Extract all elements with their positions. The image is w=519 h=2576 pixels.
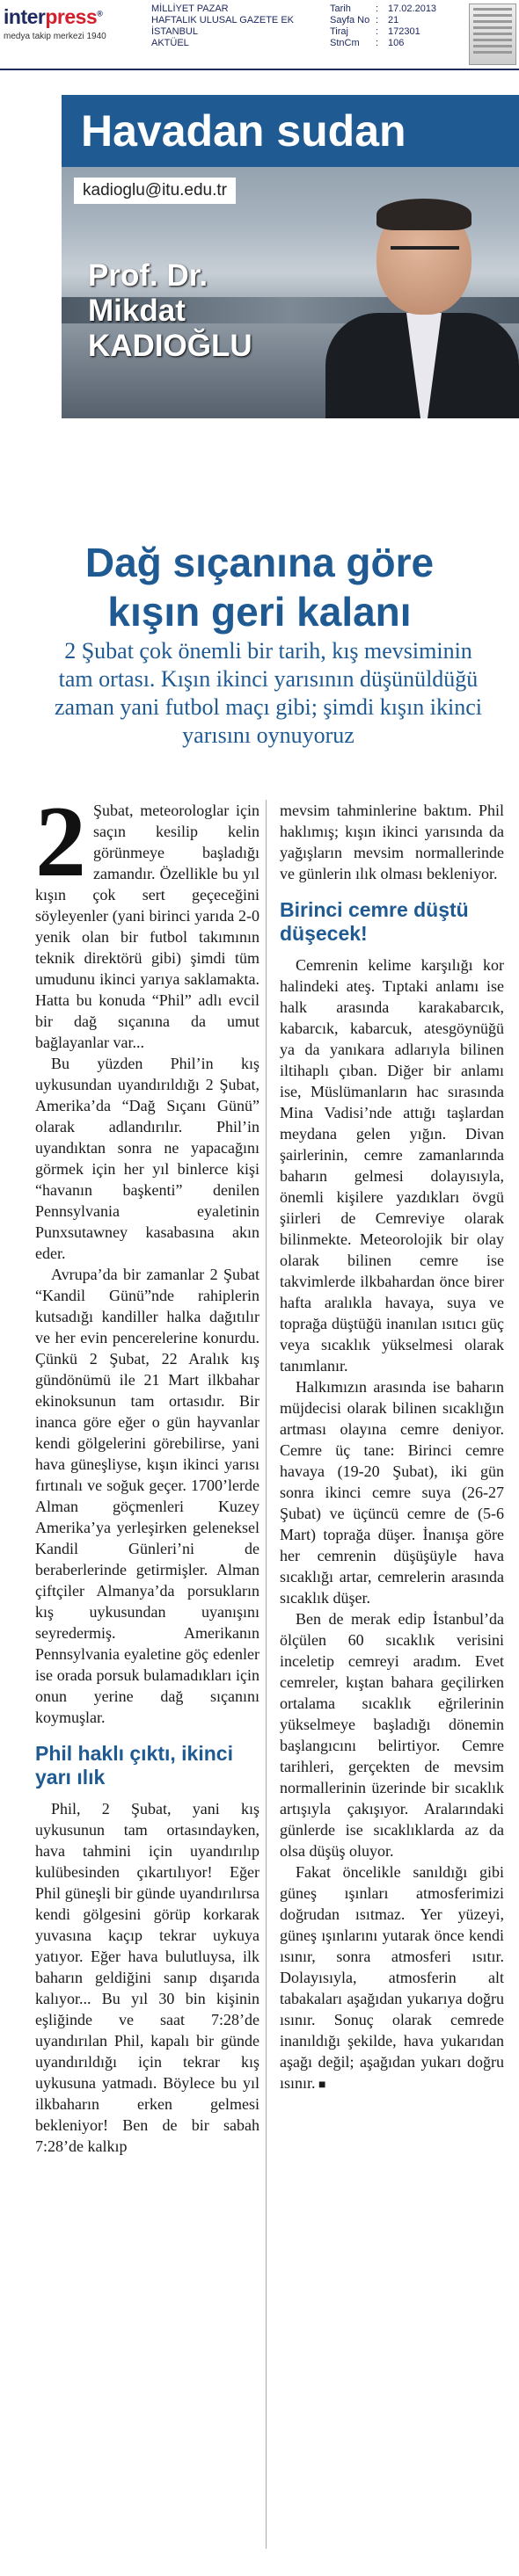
meta-value: 106 <box>388 38 405 48</box>
article-column-2 <box>280 800 504 2096</box>
paragraph: Şubat, meteorologlar için saçın kesilip kelin görünmeye başladığı zamandır. Özellikle bu yıl kışın çok sert geçeceğini söyleyenler (yani birinci yarıda 2-0 yenik olan bir futbol takımının teknik direktörü gibi) şimdi tüm umudunu ikinci yarıya saklamakta. Hatta bu konuda “Phil” adlı evcil bir dağ sıçanına da umut bağlayanlar var... <box>35 802 260 1051</box>
interpress-logo <box>4 5 102 29</box>
paragraph: Bu yüzden Phil’in kış uykusundan uyandırıldığı 2 Şubat, Amerika’da “Dağ Sıçanı Günü” olarak adlandırılır. Phil’in uyandıktan sonra ne yapacağını görmek için her yıl binlerce kişi “havanın başkenti” denilen Pennsylvania eyaletinin Punxsutawney kasabasına akın eder. <box>35 1055 260 1262</box>
author-photo <box>325 193 519 418</box>
meta-separator: : <box>376 15 379 25</box>
subheading: Birinci cemre düştü düşecek! <box>280 898 469 945</box>
article-title-line-2: kışın geri kalanı <box>107 589 412 635</box>
author-title: Prof. Dr. <box>88 258 208 293</box>
column-name: Havadan sudan <box>62 95 519 167</box>
header-rule <box>0 69 519 70</box>
meta-row <box>330 26 436 38</box>
column-divider <box>266 800 267 2549</box>
subheading: Phil haklı çıktı, ikinci yarı ılık <box>35 1742 233 1789</box>
paragraph: Phil, 2 Şubat, yani kış uykusunun tam ortasındayken, hava tahmini için uyandırılıp kulübesinden çıkartılıyor! Eğer Phil güneşli bir günde uyandırılırsa kendi gölgesini görüp korkarak yuvasına kaçıp tekrar uykuya yatıyor. Eğer hava bulutluysa, ilk baharın geldiğini sanıp dışarıda kalıyor... Bu yıl 30 bin kişinin eşliğinde ve saat 7:28’de uyandırılan Phil, kapalı bir günde uyandırıldığı için tekrar kış uykusuna yatmadı. Böylece bu yıl ilkbaharın erken gelmesi bekleniyor! Ben de bir sabah 7:28’de kalkıp <box>35 1800 260 2155</box>
publication-line: AKTÜEL <box>151 38 189 48</box>
meta-key: StnCm <box>330 38 360 48</box>
column-banner <box>62 95 519 418</box>
logo-mark: ® <box>97 9 103 18</box>
article-spot: 2 Şubat çok önemli bir tarih, kış mevsiminin tam ortası. Kışın ikinci yarısının düşünüldüğü zaman yani futbol maçı gibi; şimdi kışın ikinci yarısını oynuyoruz <box>55 638 482 748</box>
meta-row <box>330 4 436 15</box>
meta-key: Sayfa No <box>330 15 370 25</box>
logo-main: inter <box>4 5 46 28</box>
page-thumbnail-icon <box>469 4 516 65</box>
meta-row <box>330 38 436 49</box>
meta-separator: : <box>376 38 379 48</box>
publication-line: İSTANBUL <box>151 26 198 37</box>
author-name <box>88 258 252 364</box>
meta-separator: : <box>376 4 379 14</box>
meta-value: 17.02.2013 <box>388 4 437 14</box>
dropcap: 2 <box>35 786 86 898</box>
paragraph: Halkımızın arasında ise baharın müjdecisi olarak bilinen sıcaklığın artması olayına cemre deniyor. Cemre üç tane: Birinci cemre havaya (19-20 Şubat), iki gün sonra ikinci cemre suya (26-27 Şubat) ve üçüncü cemre de (5-6 Mart) toprağa düşer. İnanışa göre her cemrenin düşüşüyle hava sıcaklığı artar, cemrelerin arasında sıcaklık düşer. <box>280 1378 504 1607</box>
article-title-line-1: Dağ sıçanına göre <box>84 540 435 585</box>
publication-line: HAFTALIK ULUSAL GAZETE EK <box>151 15 294 25</box>
publication-line: MİLLİYET PAZAR <box>151 4 229 14</box>
paragraph: mevsim tahminlerine baktım. Phil haklımış; kışın ikinci yarısında da yağışların mevsim normallerinde ve günlerin ılık olması bekleniyor. <box>280 802 504 882</box>
paragraph: Fakat öncelikle sanıldığı gibi güneş ışınları atmosferimizi doğrudan ısıtmaz. Yer yüzeyi, güneş ışınlarını yutarak önce kendi ısınır, sonra atmosferi ısıtır. Dolayısıyla, atmosferin alt tabakaları aşağıdan yukarıya doğru ısınır. Sonuç olarak cemrede inanıldığı şekilde, hava yukarıdan aşağı değil; aşağıdan yukarı doğru ısınır. ■ <box>280 1863 504 2092</box>
author-first-name: Mikdat <box>88 294 186 328</box>
meta-value: 21 <box>388 15 399 25</box>
meta-key: Tarih <box>330 4 351 14</box>
meta-separator: : <box>376 26 379 37</box>
meta-row <box>330 15 436 26</box>
clipping-meta <box>330 4 436 49</box>
clipping-header <box>0 0 519 69</box>
article-title <box>0 538 519 636</box>
publication-info <box>151 4 294 49</box>
logo-tagline: medya takip merkezi 1940 <box>4 32 106 41</box>
meta-key: Tiraj <box>330 26 348 37</box>
author-email: kadioglu@itu.edu.tr <box>74 178 236 204</box>
paragraph: Avrupa’da bir zamanlar 2 Şubat “Kandil Günü”nde rahiplerin kutsadığı kandiller halka dağıtılır ve her evin pencerelerine konurdu. Çünkü 2 Şubat, 22 Aralık kış gündönümü ile 21 Mart ilkbahar ekinoksunun tam ortasıdır. Bir inanca göre eğer o gün hayvanlar kendi gölgelerini görebilirse, yani hava güneşliyse, kışın ikinci yarısı fırtınalı ve soğuk geçer. 1700’lerde Alman göçmenleri Kuzey Amerika’ya yerleşirken geleneksel Kandil Günleri’ni de beraberlerinde getirmişler. Alman çiftçiler Almanya’da porsukların kış uykusundan uyanışını seyredermiş. Amerikanın Pennsylvania eyaletine göç edenler ise orada porsuk bulamadıkları için onun yerine dağ sıçanını koymuşlar. <box>35 1266 260 1726</box>
paragraph: Cemrenin kelime karşılığı kor halindeki ateş. Tıptaki anlamı ise halk arasında karakabarcık, kabarcık, kabarcuk, atesgöynüğü ya da yanıkara adlarıyla bilinen iltihaplı çıban. Diğer bir anlamı ise, Müslümanların hac sırasında Mina Vadisi’nde attığı taşlardan meydana gelen yığın. Divan şairlerinin, cemre zamanlarında baharın gelmesi dolayısıyla, önemli kişilere yazdıkları övgü şiirleri de Cemreviye olarak bilinmekte. Meteorolojik bir olay olarak bilinen cemre ise takvimlerde ilkbahardan önce birer hafta aralıkla havaya, suya ve toprağa düştüğü inanılan ısıtıcı güç veya sıcaklık yükselmesi olarak tanımlanır. <box>280 956 504 1375</box>
end-mark: ■ <box>315 2079 326 2092</box>
meta-value: 172301 <box>388 26 420 37</box>
article-column-1 <box>35 786 260 2157</box>
logo-accent: press <box>45 5 98 28</box>
paragraph: Ben de merak edip İstanbul’da ölçülen 60 sıcaklık verisini inceletip cemreyi aradım. Evet cemreler, kıştan bahara geçilirken ortalama sıcaklık eğrilerinin yükselmeye başladığı dönemin başlangıcını belirtiyor. Cemre tarihleri, gerçekten de mevsim normallerinin üzerinde bir sıcaklık artışıyla çakışıyor. Aralarındaki günlerde ise sıcaklıklarda az da olsa düşüş oluyor. <box>280 1610 504 1860</box>
author-last-name: KADIOĞLU <box>88 329 252 363</box>
